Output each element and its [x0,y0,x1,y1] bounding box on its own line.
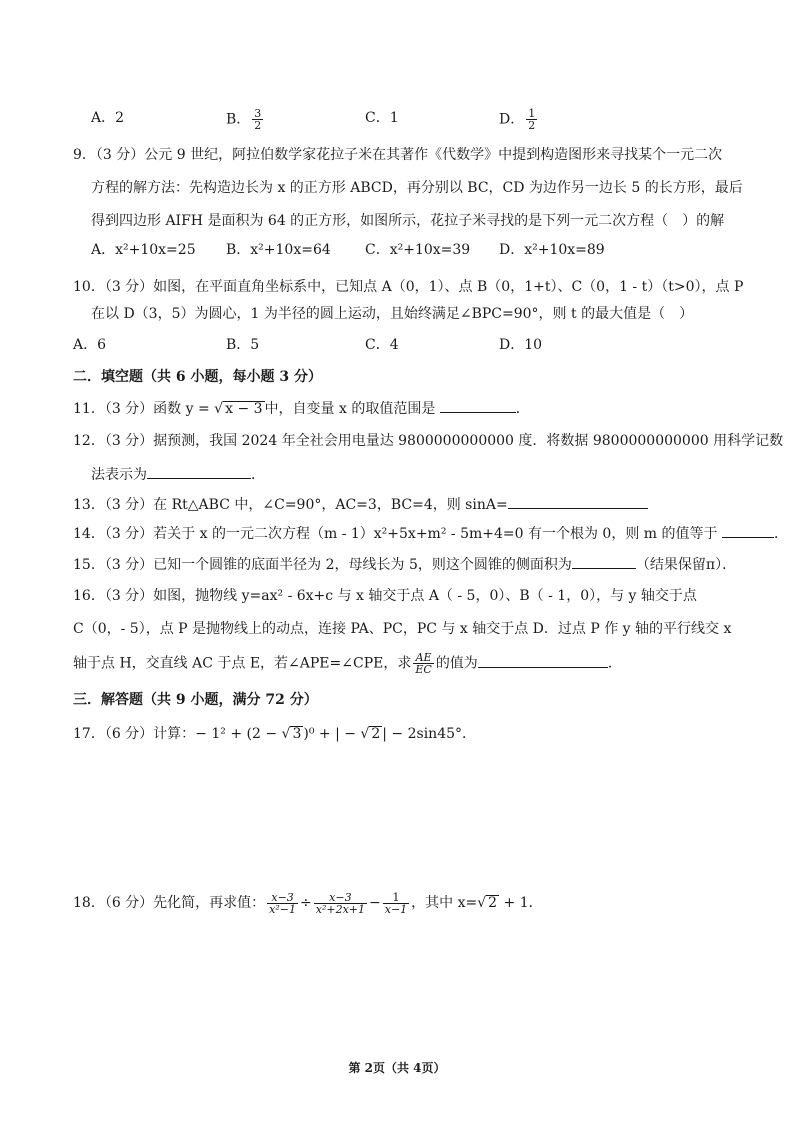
q10-option-a: A．6 [73,337,107,353]
q17-prefix: 17．（6 分）计算：− 1² + (2 − [73,726,282,742]
q9-option-a: A．x²+10x=25 [91,242,196,258]
q16-line-2: C（0，- 5），点 P 是抛物线上的动点，连接 PA、PC，PC 与 x 轴交于点 D．过点 P 作 y 轴的平行线交 x [73,621,732,637]
q17-radicand-1: 3 [292,726,302,742]
q14-text: 14．（3 分）若关于 x 的一元二次方程（m - 1）x²+5x+m² - 5m+4=0 有一个根为 0，则 m 的值等于 [73,526,718,542]
q11-answer-blank[interactable] [440,398,516,413]
q18-radicand: 2 [488,895,498,911]
q12-line-2-text: 法表示为 [91,467,147,483]
q14 [73,523,788,544]
q18-fraction-2: $\frac{x-3}{\text{x²+2x+1}}$ [315,890,365,916]
q17-post: | − 2sin45°． [382,726,477,742]
q11-post: 中，自变量 x 的取值范围是 [264,401,436,417]
q15-end: （结果保留π）． [635,557,737,573]
q10-option-c: C．4 [365,337,399,353]
q10-line-2: 在以 D（3，5）为圆心，1 为半径的圆上运动，且始终满足∠BPC=90°，则 t 的最大值是（ ） [91,306,694,322]
q8-option-b [226,108,265,131]
q14-answer-blank[interactable] [722,523,774,538]
q9-option-d: D．x²+10x=89 [499,242,605,258]
q13 [73,494,648,515]
q16-answer-blank[interactable] [478,653,608,668]
q13-answer-blank[interactable] [508,494,648,509]
q15 [73,554,736,575]
q9-line-2: 方程的解方法：先构造边长为 x 的正方形 ABCD，再分别以 BC，CD 为边作另一边长 5 的长方形，最后 [91,180,743,196]
q18-operator-divide: ÷ [300,895,312,911]
q8-option-d [499,108,539,131]
q16-end: ． [607,655,622,672]
section-3-heading: 三．解答题（共 9 小题，满分 72 分） [73,692,318,708]
q9-line-3: 得到四边形 AIFH 是面积为 64 的正方形，如图所示，花拉子米寻找的是下列一元二次方程（ ）的解 [91,213,725,229]
q16-line-3-post: 的值为 [435,655,478,672]
q13-text: 13．（3 分）在 Rt△ABC 中，∠C=90°，AC=3，BC=4，则 sinA= [73,497,508,513]
q16-line-3-pre: 轴于点 H，交直线 AC 于点 E，若∠APE=∠CPE，求 [73,655,412,672]
q11-end: ． [515,401,530,417]
q10-option-b: B．5 [226,337,260,353]
q8-option-a: A．2 [91,110,125,126]
q17-middle: )⁰ + | − [303,726,361,742]
q18-operator-minus: − [369,895,381,911]
q11-radicand: x − 3 [225,401,263,417]
q10-line-1: 10．（3 分）如图，在平面直角坐标系中，已知点 A（0，1）、点 B（0，1+t）、C（0，1 - t）（t>0），点 P [73,279,744,295]
q11: 11．（3 分）函数 y = √ x − 3 中，自变量 x 的取值范围是 ． [73,398,530,419]
q18-fraction-3: $\frac{1}{x-1}$ [384,890,408,916]
q18-post: + 1． [499,895,543,911]
q18-middle: ，其中 x= [411,895,478,911]
q8-option-d-fraction: $\frac{1}{2}$ [528,107,536,132]
q12-answer-blank[interactable] [147,464,251,479]
q16-line-1: 16．（3 分）如图，抛物线 y=ax² - 6x+c 与 x 轴交于点 A（ - 5，0）、B（ - 1，0），与 y 轴交于点 [73,588,697,604]
q17: 17．（6 分）计算：− 1² + (2 − √ 3 )⁰ + | − √ 2 | − 2sin45°． [73,726,477,742]
q18: 18．（6 分）先化简，再求值： $\frac{x-3}{\text{x²−1}}$ ÷ $\frac{x-3}{\text{x²+2x+1}}$ − $\frac{1}{x-1}$ ，其中 x=√ 2 + 1． [73,890,543,916]
q15-answer-blank[interactable] [572,554,636,569]
section-2-heading: 二．填空题（共 6 小题，每小题 3 分） [73,369,322,385]
q9-line-1: 9．（3 分）公元 9 世纪，阿拉伯数学家花拉子米在其著作《代数学》中提到构造图形来寻找某个一元二次 [73,147,723,163]
q18-fraction-1: $\frac{x-3}{\text{x²−1}}$ [269,890,297,916]
q16-fraction-ae-ec: $\frac{AE}{EC}$ [415,651,432,676]
q12-line-2 [91,464,265,485]
q12-line-1: 12．（3 分）据预测，我国 2024 年全社会用电量达 9800000000000 度．将数据 9800000000000 用科学记数 [73,433,784,449]
q15-text: 15．（3 分）已知一个圆锥的底面半径为 2，母线长为 5，则这个圆锥的侧面积为 [73,557,572,573]
q9-option-b: B．x²+10x=64 [226,242,331,258]
q11-prefix: 11．（3 分）函数 y = [73,401,215,417]
q17-radicand-2: 2 [371,726,381,742]
q8-option-d-label: D． [499,111,525,128]
page-footer: 第 2页（共 4页） [348,1061,446,1075]
q8-option-b-fraction: $\frac{3}{2}$ [254,107,262,132]
q12-end: ． [251,467,265,483]
q8-option-b-label: B． [226,111,251,128]
q14-end: ． [773,526,788,542]
q16-line-3 [73,652,622,675]
q18-prefix: 18．（6 分）先化简，再求值： [73,895,266,911]
q10-option-d: D．10 [499,337,543,353]
q8-option-c: C．1 [365,110,399,126]
q9-option-c: C．x²+10x=39 [365,242,471,258]
